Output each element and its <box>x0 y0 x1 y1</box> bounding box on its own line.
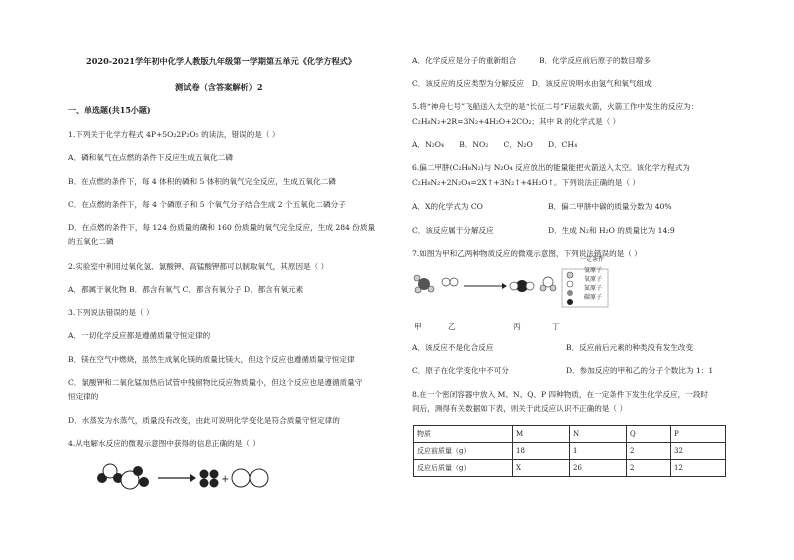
q1-option-b: B．在点燃的条件下，每 4 体积的磷和 5 体积的氧气完全反应，生成五氧化二磷 <box>68 177 336 186</box>
table-cell: P <box>671 426 726 443</box>
oxygen-molecule <box>232 469 268 487</box>
condition-arrow-icon <box>464 283 507 289</box>
q3-option-c-line2: 恒定律的 <box>68 392 99 401</box>
q8-stem-line1: 8.在一个密闭容器中放入 M、N、Q、P 四种物质，在一定条件下发生化学反应，一段时 <box>412 390 709 399</box>
q1-option-a: A．磷和氧气在点燃的条件下反应生成五氧化二磷 <box>68 153 233 162</box>
q4-stem: 4.从电解水反应的微观示意图中获得的信息正确的是（ ） <box>68 439 260 448</box>
q7-stem: 7.如图为甲和乙两种物质反应的微观示意图，下列说法错误的是（ ） <box>412 249 642 258</box>
q6-option-d: D．生成 N₂和 H₂O 的质量比为 14:9 <box>548 226 675 235</box>
table-header-row <box>414 426 726 443</box>
doc-title-line1: 2020-2021学年初中化学人教版九年级第一学期第五单元《化学方程式》 <box>86 56 357 66</box>
water-molecule-2 <box>121 466 149 489</box>
label-ding: 丁 <box>552 322 560 331</box>
q3-option-d: D．水蒸发为水蒸气，质量没有改变，由此可说明化学变化是符合质量守恒定律的 <box>68 416 340 425</box>
q6-option-b: B．偏二甲肼中碳的质量分数为 40% <box>548 202 672 211</box>
table-cell: 物质 <box>414 426 513 443</box>
q5-equation: C₂H₈N₂+2R=3N₂+4H₂O+2CO₂；其中 R 的化学式是（ ） <box>412 117 621 126</box>
doc-title-line2: 测试卷（含答案解析）2 <box>175 82 263 92</box>
q1-option-d-line1: D．在点燃的条件下，每 124 份质量的磷和 160 份质量的氧气完全反应，生成 284 份质量 <box>68 223 376 232</box>
hydrogen-molecule-2 <box>210 470 219 488</box>
table-cell: 反应前质量（g） <box>414 443 513 460</box>
hydrogen-molecule-1 <box>200 470 209 488</box>
table-cell: X <box>513 460 570 477</box>
q2-options: A．都属于氧化物 B．都含有氧气 C．都含有氧分子 D．都含有氧元素 <box>68 285 304 294</box>
q5-stem: 5.将“神舟七号”飞船送入太空的是“长征二号”F运载火箭，火箭工作中发生的反应为： <box>412 102 699 111</box>
table-cell: 26 <box>570 460 627 477</box>
q3-option-b: B．镁在空气中燃烧，虽然生成氧化镁的质量比镁大，但这个反应也遵循质量守恒定律 <box>68 355 355 364</box>
label-bing: 丙 <box>513 322 521 331</box>
molecule-jia <box>414 275 434 293</box>
q3-option-a: A．一切化学反应都是遵循质量守恒定律的 <box>68 331 211 340</box>
section-heading: 一、单选题(共15小题) <box>68 105 151 115</box>
q3-stem: 3.下列说法错误的是（ ） <box>68 308 154 317</box>
arrow-icon <box>158 474 196 482</box>
q6-equation: C₂H₈N₂+2N₂O₄=2X↑+3N₂↑+4H₂O↑。下列说法正确的是（ ） <box>412 178 640 187</box>
table-cell: M <box>513 426 570 443</box>
label-yi: 乙 <box>448 322 456 331</box>
table-cell: 12 <box>671 460 726 477</box>
electrolysis-diagram <box>90 458 270 494</box>
table-cell: 2 <box>627 443 671 460</box>
q1-option-c: C．在点燃的条件下，每 4 个磷原子和 5 个氧气分子结合生成 2 个五氧化二磷分子 <box>68 200 346 209</box>
label-jia: 甲 <box>414 322 422 331</box>
water-molecule-1 <box>97 464 123 483</box>
legend-nitrogen: 氮原子 <box>584 285 603 292</box>
q1-option-d-line2: 的五氧化二磷 <box>68 237 114 246</box>
condition-label: 一定条件 <box>580 256 605 263</box>
q6-stem: 6.偏二甲肼(C₂H₈N₂)与 N₂O₄ 反应放出的能量能把火箭送入太空。该化学方程式为 <box>412 163 690 172</box>
reaction-diagram <box>410 268 610 308</box>
q4-options-line2: C．该反应的反应类型为分解反应 D．该反应说明水由氢气和氧气组成 <box>412 79 652 88</box>
q2-stem: 2.实验室中利用过氧化氢、氯酸钾、高锰酸钾都可以制取氧气，其原因是（ ） <box>68 262 329 271</box>
molecule-bing <box>510 280 534 292</box>
plus-sign: + <box>221 474 230 485</box>
table-cell: N <box>570 426 627 443</box>
q7-option-d: D．参加反应的甲和乙的分子个数比为 1：1 <box>566 366 714 375</box>
q5-options: A．N₂O₄ B．NO₂ C．N₂O D．CH₄ <box>412 140 578 149</box>
table-row <box>414 443 726 460</box>
q8-stem-line2: 间后，测得有关数据如下表，则关于此反应认识不正确的是（ ） <box>412 404 628 413</box>
table-cell: 反应后质量（g） <box>414 460 513 477</box>
mass-table <box>413 425 726 477</box>
table-cell: 18 <box>513 443 570 460</box>
table-row <box>414 460 726 477</box>
legend-carbon: 碳原子 <box>584 294 603 301</box>
table-cell: 32 <box>671 443 726 460</box>
q3-option-c-line1: C．氯酸钾和二氧化锰加热后试管中残留物比反应物质量小，但这个反应也是遵循质量守 <box>68 378 363 387</box>
table-cell: 1 <box>570 443 627 460</box>
q7-option-a: A．该反应不是化合反应 <box>412 343 494 352</box>
q4-options-line1: A．化学反应是分子的重新组合 B．化学反应前后原子的数目增多 <box>412 56 651 65</box>
table-cell: 2 <box>627 460 671 477</box>
molecule-ding <box>540 277 556 291</box>
q1-stem: 1.下列关于化学方程式 4P+5O₂2P₂O₅ 的读法，错误的是（ ） <box>68 130 280 139</box>
legend-oxygen: 氧原子 <box>584 276 603 283</box>
q6-option-a: A．X的化学式为 CO <box>412 202 483 211</box>
q7-option-b: B．反应前后元素的种类没有发生改变 <box>566 343 694 352</box>
q7-option-c: C．原子在化学变化中不可分 <box>412 366 509 375</box>
molecule-yi <box>442 278 458 286</box>
table-cell: Q <box>627 426 671 443</box>
legend-hydrogen: 氢原子 <box>584 267 603 274</box>
q6-option-c: C．该反应属于分解反应 <box>412 226 494 235</box>
